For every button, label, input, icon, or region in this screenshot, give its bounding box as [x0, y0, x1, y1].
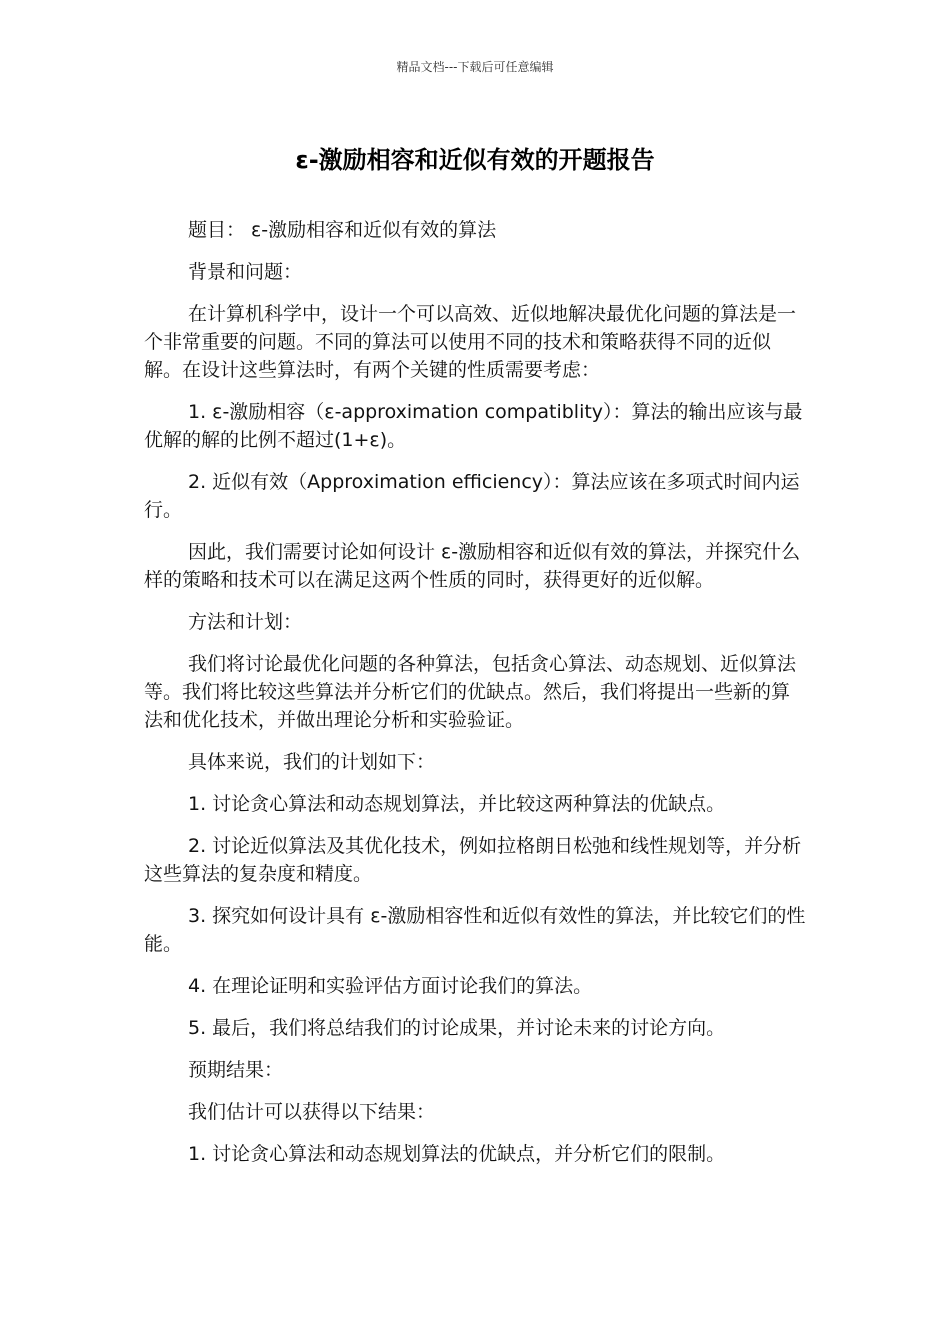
heading-methods: 方法和计划：	[188, 611, 303, 633]
list-item-plan-1: 1. 讨论贪心算法和动态规划算法，并比较这两种算法的优缺点。	[188, 793, 726, 815]
paragraph-plan-intro: 具体来说，我们的计划如下：	[188, 751, 436, 773]
list-item-plan-2: 2. 讨论近似算法及其优化技术，例如拉格朗日松弛和线性规划等，并分析这些算法的复杂度和精度。	[144, 835, 802, 885]
list-item-plan-4: 4. 在理论证明和实验评估方面讨论我们的算法。	[188, 975, 593, 997]
document-title: ε-激励相容和近似有效的开题报告	[295, 146, 655, 174]
header-note: 精品文档---下载后可任意编辑	[396, 60, 554, 74]
paragraph-methods: 我们将讨论最优化问题的各种算法，包括贪心算法、动态规划、近似算法等。我们将比较这些算法并分析它们的优缺点。然后，我们将提出一些新的算法和优化技术，并做出理论分析和实验验证。	[144, 653, 797, 731]
paragraph-results-intro: 我们估计可以获得以下结果：	[188, 1101, 436, 1123]
list-item-plan-5: 5. 最后，我们将总结我们的讨论成果，并讨论未来的讨论方向。	[188, 1017, 726, 1039]
paragraph-background: 在计算机科学中，设计一个可以高效、近似地解决最优化问题的算法是一个非常重要的问题。不同的算法可以使用不同的技术和策略获得不同的近似解。在设计这些算法时，有两个关键的性质需要考虑：	[144, 303, 797, 381]
heading-expected-results: 预期结果：	[188, 1059, 284, 1081]
list-item-property-1: 1. ε-激励相容（ε-approximation compatiblity）：算法的输出应该与最优解的解的比例不超过(1+ε)。	[144, 401, 803, 451]
list-item-result-1: 1. 讨论贪心算法和动态规划算法的优缺点，并分析它们的限制。	[188, 1143, 726, 1165]
list-item-property-2: 2. 近似有效（Approximation efficiency）：算法应该在多项式时间内运行。	[144, 471, 800, 521]
document-body	[144, 216, 808, 1182]
heading-background: 背景和问题：	[188, 261, 303, 283]
paragraph-topic: 题目： ε-激励相容和近似有效的算法	[188, 219, 497, 241]
list-item-plan-3: 3. 探究如何设计具有 ε-激励相容性和近似有效性的算法，并比较它们的性能。	[144, 905, 806, 955]
paragraph-conclusion: 因此，我们需要讨论如何设计 ε-激励相容和近似有效的算法，并探究什么样的策略和技术可以在满足这两个性质的同时，获得更好的近似解。	[144, 541, 801, 591]
